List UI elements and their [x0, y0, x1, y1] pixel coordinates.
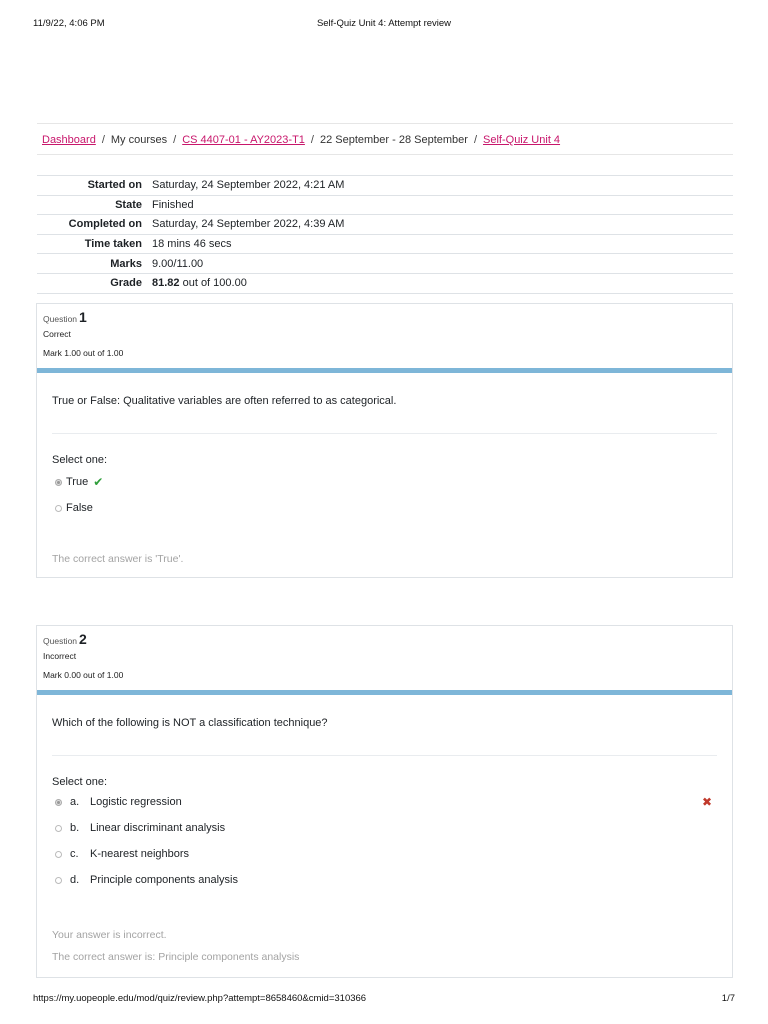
option-label: Linear discriminant analysis	[90, 822, 226, 834]
breadcrumb	[37, 123, 733, 155]
question-number: 1	[79, 309, 87, 325]
question-1-info	[37, 304, 732, 368]
option-label: Principle components analysis	[90, 874, 238, 886]
summary-row-grade	[37, 273, 733, 293]
option-label: Logistic regression	[90, 796, 182, 808]
question-1-number	[43, 309, 726, 325]
print-footer	[33, 993, 735, 1007]
question-2-option-d[interactable]	[52, 867, 717, 893]
question-label: Question	[43, 636, 78, 646]
time-value: 18 mins 46 secs	[147, 234, 733, 254]
attempt-summary-table	[37, 175, 733, 294]
marks-value: 9.00/11.00	[147, 254, 733, 274]
state-label: State	[37, 195, 147, 215]
option-label: False	[66, 502, 93, 514]
question-1-option-true[interactable]	[52, 469, 717, 495]
print-page-number: 1/7	[721, 993, 735, 1004]
summary-row-state	[37, 195, 733, 215]
question-1-text: True or False: Qualitative variables are often referred to as categorical.	[52, 373, 717, 434]
grade-out-of: out of 100.00	[182, 277, 247, 290]
question-2-option-b[interactable]	[52, 815, 717, 841]
radio-icon[interactable]	[55, 825, 62, 832]
question-2-option-c[interactable]	[52, 841, 717, 867]
option-letter: c.	[70, 848, 79, 860]
question-2-mark: Mark 0.00 out of 1.00	[43, 670, 124, 680]
question-1-card	[36, 303, 733, 578]
checkmark-icon: ✔	[93, 475, 104, 489]
time-label: Time taken	[37, 234, 147, 254]
option-label: K-nearest neighbors	[90, 848, 190, 860]
print-url: https://my.uopeople.edu/mod/quiz/review.php?attempt=8658460&cmid=310366	[33, 993, 367, 1004]
summary-row-time	[37, 234, 733, 254]
print-date: 11/9/22, 4:06 PM	[33, 18, 105, 29]
print-header	[33, 18, 735, 32]
breadcrumb-my-courses: My courses	[110, 134, 168, 146]
question-1-content	[37, 373, 732, 565]
question-1-feedback: The correct answer is 'True'.	[52, 553, 184, 565]
question-2-feedback-incorrect: Your answer is incorrect.	[52, 929, 167, 941]
breadcrumb-separator: /	[173, 134, 177, 146]
option-letter: d.	[70, 874, 80, 886]
breadcrumb-quiz-link[interactable]: Self-Quiz Unit 4	[483, 134, 561, 146]
radio-icon[interactable]	[55, 851, 62, 858]
question-2-card	[36, 625, 733, 978]
started-label: Started on	[37, 176, 147, 196]
radio-icon[interactable]	[55, 505, 62, 512]
summary-row-completed	[37, 215, 733, 235]
completed-label: Completed on	[37, 215, 147, 235]
summary-row-marks	[37, 254, 733, 274]
grade-label: Grade	[37, 273, 147, 293]
option-label: True	[66, 476, 89, 488]
breadcrumb-separator: /	[473, 134, 478, 146]
summary-row-started	[37, 176, 733, 196]
grade-value	[147, 273, 733, 293]
breadcrumb-separator: /	[101, 134, 105, 146]
question-1-prompt: Select one:	[52, 454, 108, 466]
marks-label: Marks	[37, 254, 147, 274]
radio-selected-icon[interactable]	[55, 479, 62, 486]
print-title: Self-Quiz Unit 4: Attempt review	[316, 18, 452, 29]
question-2-state: Incorrect	[43, 651, 77, 661]
question-2-info	[37, 626, 732, 690]
question-2-content	[37, 695, 732, 963]
state-value: Finished	[147, 195, 733, 215]
breadcrumb-course-link[interactable]: CS 4407-01 - AY2023-T1	[182, 134, 305, 146]
question-1-mark: Mark 1.00 out of 1.00	[43, 348, 124, 358]
option-letter: a.	[70, 796, 80, 808]
radio-icon[interactable]	[55, 877, 62, 884]
grade-score: 81.82	[152, 277, 180, 290]
option-letter: b.	[70, 822, 80, 834]
question-2-option-a[interactable]	[52, 789, 717, 815]
breadcrumb-dashboard-link[interactable]: Dashboard	[42, 134, 96, 146]
breadcrumb-separator: /	[310, 134, 314, 146]
radio-selected-icon[interactable]	[55, 799, 62, 806]
question-number: 2	[79, 631, 87, 647]
question-1-option-false[interactable]	[52, 495, 717, 521]
question-2-feedback-correct: The correct answer is: Principle components analysis	[52, 951, 300, 963]
started-value: Saturday, 24 September 2022, 4:21 AM	[147, 176, 733, 196]
question-2-number	[43, 631, 726, 647]
question-1-state: Correct	[43, 329, 71, 339]
completed-value: Saturday, 24 September 2022, 4:39 AM	[147, 215, 733, 235]
question-2-text: Which of the following is NOT a classification technique?	[52, 695, 717, 756]
incorrect-cross-icon: ✖	[701, 795, 712, 809]
breadcrumb-week: 22 September - 28 September	[319, 134, 468, 146]
question-2-prompt: Select one:	[52, 776, 108, 788]
question-label: Question	[43, 314, 78, 324]
